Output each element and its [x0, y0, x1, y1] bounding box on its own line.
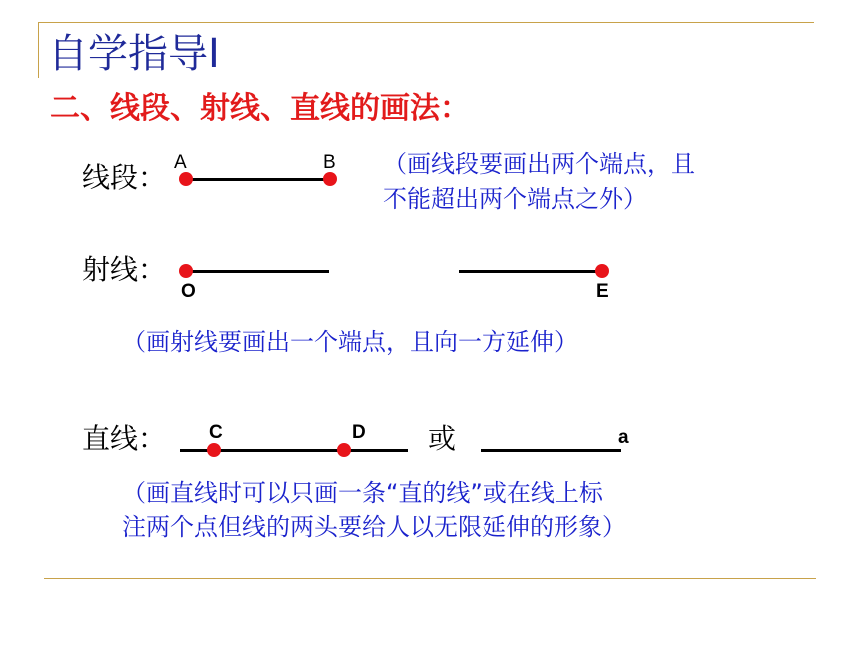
- straight-note-line1: （画直线时可以只画一条“直的线”或在线上标: [122, 479, 603, 507]
- top-divider: [38, 22, 814, 23]
- ray-label-e: E: [596, 281, 609, 302]
- or-text: 或: [428, 422, 457, 455]
- slide-title: 自学指导Ⅰ: [48, 31, 220, 77]
- ray-point-e: [595, 264, 609, 278]
- section-heading: 二、线段、射线、直线的画法：: [50, 91, 470, 126]
- straight-note-line2: 注两个点但线的两头要给人以无限延伸的形象）: [122, 513, 626, 541]
- segment-note-line1: （画线段要画出两个端点，且: [383, 150, 695, 178]
- left-divider: [38, 22, 39, 78]
- straight-line-label: 直线：: [82, 422, 167, 455]
- ray-label: 射线：: [82, 253, 167, 286]
- segment-label-b: B: [323, 152, 336, 173]
- bottom-divider: [44, 578, 816, 579]
- segment-label-a: A: [174, 152, 187, 173]
- segment-note-line2: 不能超出两个端点之外）: [383, 185, 647, 213]
- straight-label-d: D: [352, 422, 366, 443]
- straight-line-a: [481, 449, 621, 452]
- ray-note: （画射线要画出一个端点，且向一方延伸）: [122, 328, 578, 356]
- segment-label: 线段：: [82, 161, 167, 194]
- segment-point-b: [323, 172, 337, 186]
- straight-label-a: a: [618, 427, 629, 448]
- ray-label-o: O: [181, 281, 196, 302]
- ray-point-o: [179, 264, 193, 278]
- straight-label-c: C: [209, 422, 223, 443]
- segment-line: [186, 178, 331, 181]
- segment-point-a: [179, 172, 193, 186]
- ray-line-right: [459, 270, 602, 273]
- straight-point-d: [337, 443, 351, 457]
- straight-point-c: [207, 443, 221, 457]
- ray-line-left: [186, 270, 329, 273]
